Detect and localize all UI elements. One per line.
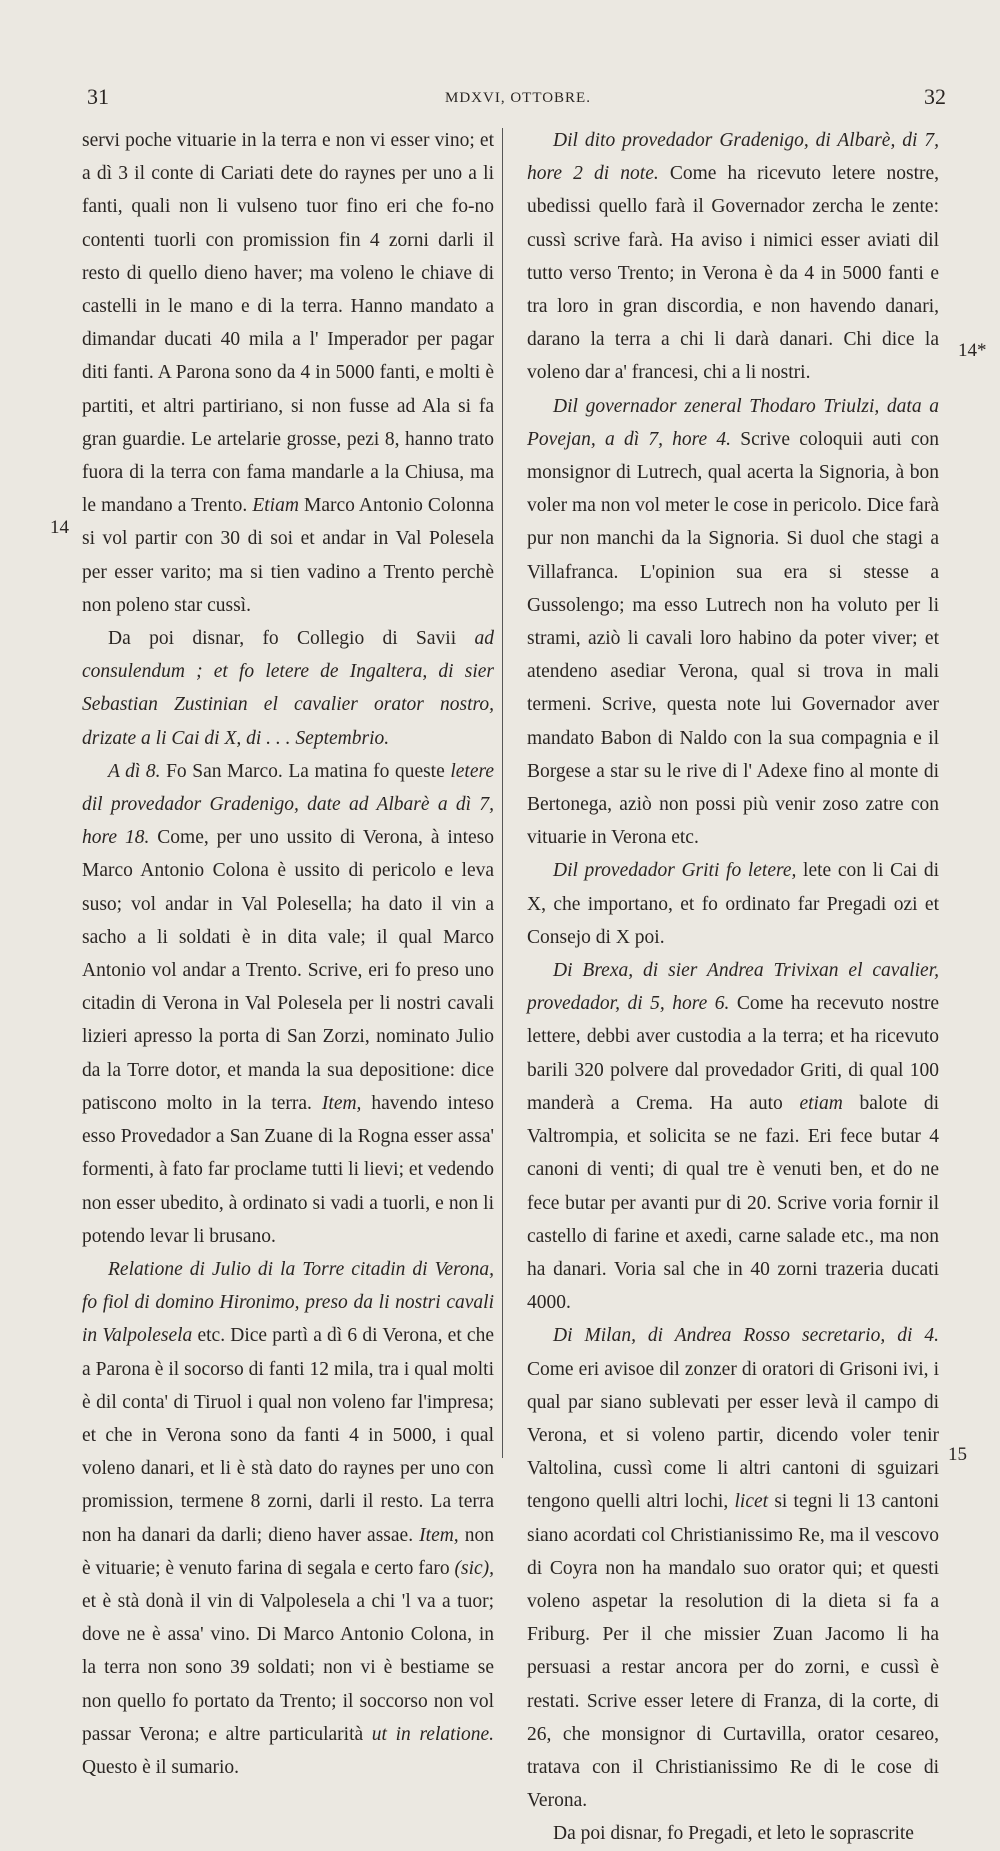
paragraph: Di Brexa, di sier Andrea Trivixan el cavalier, provedador, di 5, hore 6. Come ha recevuto nostre lettere, debbi aver custodia a la terra; et ha ricevuto barili 320 polvere dal provedador Griti, di qual 100 manderà a Crema. Ha auto etiam balote di Valtrompia, et solicita se ne fazi. Eri fece butar 4 canoni di venti; di qual tre è venuti ben, et do ne fece butar per avanti pur di 20. Scrive voria fornir il castello di farine et axedi, carne salade etc., ma non ha danari. Voria sal che in 40 zorni trazeria ducati 4000.: [527, 960, 940, 1314]
page-number-left: 31: [87, 84, 109, 109]
paragraph: servi poche vituarie in la terra e non vi esser vino; et a dì 3 il conte di Cariati dete do raynes per uno a li fanti, quali non li vulseno tuor fino eri che fo-no contenti tuorli con promission fin 4 zorni darli il resto di quello dieno haver; ma voleno le chiave di castelli in le mano e di la terra. Hanno mandato a dimandar ducati 40 mila a l' Imperador per pagar diti fanti. A Parona sono da 4 in 5000 fanti, e molti è partiti, et altri partiriano, si non fusse ad Ala si fa gran guardie. Le artelarie grosse, pezi 8, hanno trato fuora di la terra con fama mandarle a la Chiusa, ma le mandano a Trento. Etiam Marco Antonio Colonna si vol partir con 30 di soi et andar in Val Polesela per esser varito; ma si tien vadino a Trento perchè non poleno star cussì.: [82, 130, 494, 616]
paragraph: Relatione di Julio di la Torre citadin di Verona, fo fiol di domino Hironimo, preso da li nostri cavali in Valpolesela etc. Dice partì a dì 6 di Verona, et che a Parona è il socorso di fanti 12 mila, tra i qual molti è dil conta' di Tiruol i qual non voleno far l'impresa; et che in Verona sono da fanti 4 in 5000, i qual voleno danari, et li è stà dato do raynes per uno con promission, termene 8 zorni, darli il resto. La terra non ha danari da darli; dieno haver assae. Item, non è vituarie; è venuto farina di segala e certo faro (sic), et è stà donà il vin di Valpolesela a chi 'l va a tuor; dove ne è assa' vino. Di Marco Antonio Colona, in la terra non sono 39 soldati; non vi è bestiame se non quello fo portato da Trento; il soccorso non vol passar Verona; e altre particularità ut in relatione. Questo è il sumario.: [82, 1258, 495, 1778]
paragraph: Dil dito provedador Gradenigo, di Albarè, di 7, hore 2 di note. Come ha ricevuto letere nostre, ubedissi quello farà il Governador zercha le zente: cussì scrive farà. Ha aviso i nimici esser aviati dil tutto verso Trento; in Verona è da 4 in 5000 fanti e tra loro in gran discordia, e non havendo danari, darano la terra a chi li darà danari. Chi dice la voleno dar a' francesi, chi a li nostri.: [527, 130, 940, 384]
right-column: [527, 124, 939, 1851]
paragraph: Da poi disnar, fo Pregadi, et leto le soprascrite: [553, 1823, 914, 1845]
margin-note-right-15: 15: [948, 1444, 967, 1465]
paragraph: A dì 8. Fo San Marco. La matina fo queste letere dil provedador Gradenigo, date ad Albarè a dì 7, hore 18. Come, per uno ussito di Verona, à inteso Marco Antonio Colona è ussito di pericolo e leva suso; vol andar in Val Polesella; ha dato il vin a sacho a li soldati è in dita vale; il qual Marco Antonio vol andar a Trento. Scrive, eri fo preso uno citadin di Verona in Val Polesela per li nostri cavali lizieri apresso la porta di San Zorzi, nominato Julio da la Torre dotor, et manda la sua depositione: dice patiscono molto in la terra. Item, havendo inteso esso Provedador a San Zuane di la Rogna esser assa' formenti, à fato far proclame tutti li lievi; et vedendo non esser ubedito, à ordinato si vadi a tuorli, e non li potendo levar li brusano.: [82, 760, 495, 1247]
paragraph: Di Milan, di Andrea Rosso secretario, di 4. Come eri avisoe dil zonzer di oratori di Grisoni ivi, i qual par siano sublevati per esser levà il campo di Verona, et si voleno partir, dicendo voler tenir Valtolina, cussì come li altri cantoni di sguizari tengono quelli altri lochi, licet si tegni li 13 cantoni siano acordati col Christianissimo Re, ma il vescovo di Coyra non ha mandalo suo orator qui; et questi voleno aspetar la resolution di la dieta si fa a Friburg. Per il che missier Zuan Jacomo li ha persuasi a restar ancora per do zorni, e cussì è restati. Scrive esser letere di Franza, di la corte, di 26, che monsignor di Curtavilla, orator cesareo, tratava con il Christianissimo Re di le cose di Verona.: [527, 1325, 940, 1812]
column-divider: [502, 128, 503, 1458]
paragraph: Dil governador zeneral Thodaro Triulzi, data a Povejan, a dì 7, hore 4. Scrive coloquii auti con monsignor di Lutrech, qual acerta la Signoria, à bon voler ma non vol meter le cose in pericolo. Dice farà pur non manchi da la Signoria. Si duol che stagi a Villafranca. L'opinion sua era si stesse a Gussolengo; ma esso Lutrech non ha voluto per li strami, aziò li cavali loro habino da poter viver; et atendeno asediar Verona, qual si trova in mali termeni. Scrive, questa note lui Governador aver mandato Babon di Naldo con la sua compagnia e il Borgese a star su le rive di l' Adexe fino al monte di Bertonega, aziò non possi più venir zoso zatre con vituarie in Verona etc.: [527, 395, 940, 849]
page-number-right: 32: [924, 84, 946, 109]
left-column: [82, 124, 494, 1784]
margin-note-left-14: 14: [50, 517, 69, 538]
margin-note-right-14: 14*: [958, 340, 987, 361]
running-title: MDXVI, OTTOBRE.: [445, 90, 591, 106]
paragraph: Da poi disnar, fo Collegio di Savii ad consulendum ; et fo letere de Ingaltera, di sier Sebastian Zustinian el cavalier orator nostro, drizate a li Cai di X, di . . . Septembrio.: [82, 628, 495, 749]
paragraph: Dil provedador Griti fo letere, lete con li Cai di X, che importano, et fo ordinato far Pregadi ozi et Consejo di X poi.: [527, 860, 939, 948]
